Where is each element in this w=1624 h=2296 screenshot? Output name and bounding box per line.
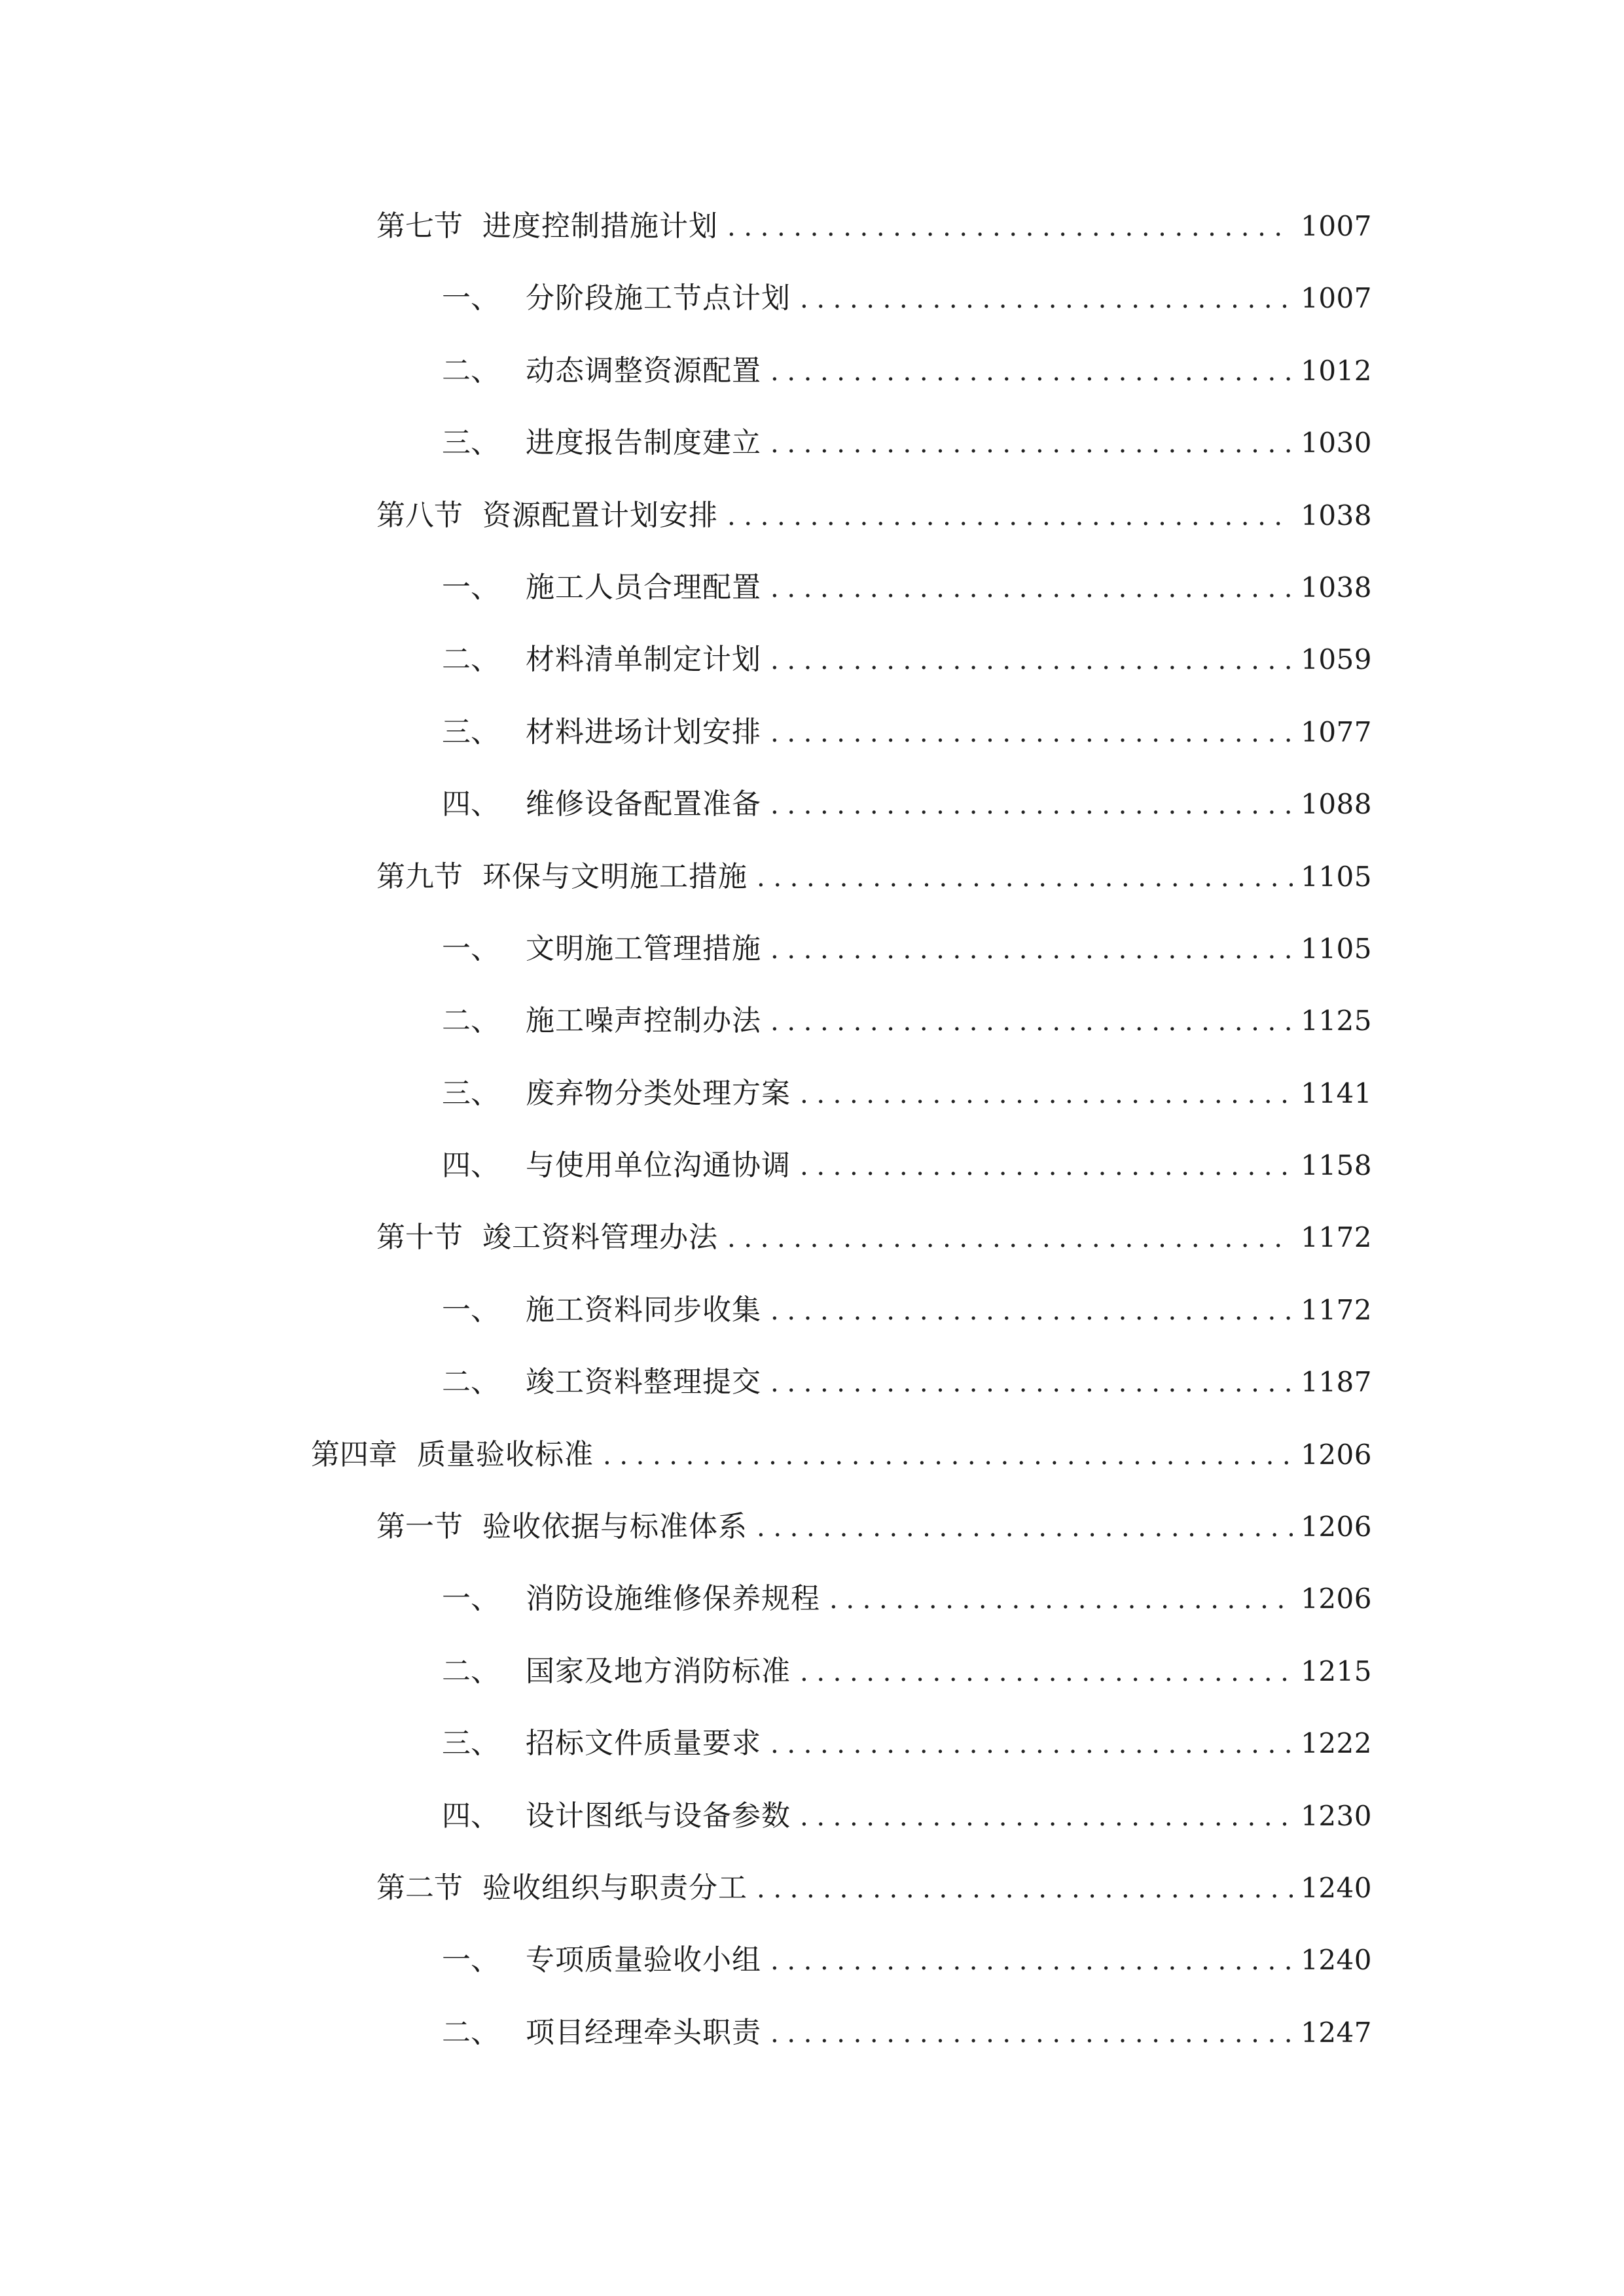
toc-entry[interactable]	[0, 1651, 1624, 1723]
toc-entry-page: 1105	[1301, 932, 1372, 965]
toc-entry-line	[442, 567, 1372, 609]
toc-entry-title: 动态调整资源配置	[526, 353, 761, 387]
toc-entry-line	[442, 1000, 1372, 1043]
toc-entry-number: 第二节	[376, 1871, 463, 1905]
toc-entry-page: 1206	[1301, 1438, 1372, 1471]
dot-leader	[800, 1073, 1293, 1115]
toc-entry-title: 资源配置计划安排	[482, 498, 718, 532]
toc-entry-page: 1187	[1301, 1366, 1372, 1399]
toc-entry-title: 文明施工管理措施	[526, 931, 761, 965]
dot-leader	[770, 2013, 1293, 2054]
toc-entry-page: 1007	[1301, 210, 1372, 242]
toc-entry-title: 验收组织与职责分工	[482, 1871, 748, 1905]
toc-entry-number: 第七节	[376, 209, 463, 243]
toc-entry-number: 二、	[442, 1004, 499, 1038]
toc-entry-line	[442, 711, 1372, 754]
toc-entry[interactable]	[0, 350, 1624, 422]
toc-entry-title: 竣工资料整理提交	[526, 1365, 761, 1399]
toc-entry[interactable]	[0, 1434, 1624, 1506]
toc-entry[interactable]	[0, 928, 1624, 1000]
toc-entry-number: 一、	[442, 1582, 499, 1616]
dot-leader	[800, 1651, 1293, 1693]
toc-entry[interactable]	[0, 1361, 1624, 1433]
toc-entry-line	[442, 1578, 1372, 1621]
toc-entry-page: 1240	[1301, 1944, 1372, 1977]
dot-leader	[727, 206, 1293, 248]
toc-entry[interactable]	[0, 1795, 1624, 1867]
toc-entry[interactable]	[0, 495, 1624, 567]
toc-entry-number: 三、	[442, 715, 499, 749]
dot-leader	[757, 1507, 1293, 1549]
toc-entry-title: 进度控制措施计划	[482, 209, 718, 243]
toc-entry-page: 1038	[1301, 571, 1372, 603]
toc-entry-number: 二、	[442, 2015, 499, 2049]
toc-entry-page: 1059	[1301, 643, 1372, 676]
toc-entry-line	[442, 350, 1372, 393]
toc-entry-number: 一、	[442, 281, 499, 315]
toc-entry-number: 三、	[442, 426, 499, 460]
toc-entry[interactable]	[0, 1506, 1624, 1578]
toc-entry-line	[376, 1217, 1372, 1259]
toc-entry-title: 验收依据与标准体系	[482, 1510, 748, 1544]
toc-entry[interactable]	[0, 422, 1624, 494]
toc-entry-number: 三、	[442, 1727, 499, 1761]
toc-entry-line	[442, 422, 1372, 465]
dot-leader	[770, 929, 1293, 971]
toc-entry-page: 1247	[1301, 2016, 1372, 2049]
toc-entry-title: 国家及地方消防标准	[526, 1654, 791, 1688]
dot-leader	[800, 1145, 1293, 1187]
toc-entry-title: 废弃物分类处理方案	[526, 1076, 791, 1110]
toc-entry-line	[442, 639, 1372, 681]
toc-entry-line	[442, 1145, 1372, 1187]
toc-entry-title: 消防设施维修保养规程	[526, 1582, 820, 1616]
toc-entry-number: 四、	[442, 1149, 499, 1183]
dot-leader	[770, 784, 1293, 826]
toc-entry-line	[442, 1073, 1372, 1115]
toc-entry-title: 施工人员合理配置	[526, 570, 761, 604]
toc-entry-number: 一、	[442, 1293, 499, 1327]
toc-entry-page: 1206	[1301, 1511, 1372, 1543]
toc-entry-page: 1012	[1301, 354, 1372, 387]
toc-entry-title: 与使用单位沟通协调	[526, 1149, 791, 1183]
dot-leader	[770, 1362, 1293, 1404]
toc-entry-number: 三、	[442, 1076, 499, 1110]
toc-entry-page: 1105	[1301, 860, 1372, 893]
toc-entry[interactable]	[0, 1939, 1624, 2011]
toc-entry-title: 设计图纸与设备参数	[526, 1799, 791, 1833]
toc-entry-number: 第四章	[311, 1437, 397, 1471]
toc-entry-page: 1030	[1301, 427, 1372, 459]
toc-entry-page: 1007	[1301, 282, 1372, 315]
toc-entry-page: 1158	[1301, 1149, 1372, 1182]
dot-leader	[770, 423, 1293, 465]
toc-entry-number: 二、	[442, 353, 499, 387]
dot-leader	[770, 639, 1293, 681]
dot-leader	[770, 351, 1293, 393]
toc-entry-line	[442, 1723, 1372, 1765]
toc-entry-page: 1222	[1301, 1727, 1372, 1760]
toc-entry-title: 竣工资料管理办法	[482, 1221, 718, 1255]
dot-leader	[727, 1217, 1293, 1259]
dot-leader	[727, 495, 1293, 537]
toc-entry-title: 分阶段施工节点计划	[526, 281, 791, 315]
toc-entry-number: 一、	[442, 931, 499, 965]
toc-entry-number: 二、	[442, 1654, 499, 1688]
toc-entry-title: 项目经理牵头职责	[526, 2015, 761, 2049]
toc-entry-title: 环保与文明施工措施	[482, 859, 748, 893]
toc-entry-line	[376, 206, 1372, 248]
toc-entry-title: 维修设备配置准备	[526, 787, 761, 821]
toc-entry-line	[442, 278, 1372, 320]
dot-leader	[800, 1796, 1293, 1838]
dot-leader	[770, 1290, 1293, 1332]
toc-entry-title: 材料清单制定计划	[526, 643, 761, 677]
toc-entry[interactable]	[0, 1073, 1624, 1145]
toc-entry-line	[376, 1506, 1372, 1549]
toc-entry-title: 质量验收标准	[417, 1437, 594, 1471]
dot-leader	[603, 1435, 1293, 1477]
toc-entry[interactable]	[0, 206, 1624, 278]
toc-entry-number: 第八节	[376, 498, 463, 532]
toc-entry-page: 1215	[1301, 1655, 1372, 1687]
toc-entry[interactable]	[0, 1000, 1624, 1072]
toc-entry-line	[442, 1651, 1372, 1693]
toc-entry-number: 二、	[442, 643, 499, 677]
toc-entry[interactable]	[0, 1145, 1624, 1217]
toc-entry[interactable]	[0, 711, 1624, 783]
dot-leader	[770, 1940, 1293, 1982]
toc-entry-page: 1088	[1301, 788, 1372, 821]
dot-leader	[829, 1579, 1293, 1621]
toc-entry[interactable]	[0, 1289, 1624, 1361]
toc-entry-number: 二、	[442, 1365, 499, 1399]
toc-entry-page: 1240	[1301, 1871, 1372, 1904]
toc-entry-line	[311, 1434, 1372, 1477]
toc-entry-page: 1077	[1301, 715, 1372, 748]
toc-entry-line	[376, 495, 1372, 537]
dot-leader	[770, 1001, 1293, 1043]
toc-entry-line	[376, 1867, 1372, 1910]
toc-entry[interactable]	[0, 278, 1624, 350]
toc-entry-line	[442, 1361, 1372, 1404]
dot-leader	[770, 712, 1293, 754]
toc-entry-line	[442, 1289, 1372, 1332]
toc-entry-number: 四、	[442, 787, 499, 821]
toc-entry-title: 施工资料同步收集	[526, 1293, 761, 1327]
toc-entry[interactable]	[0, 2012, 1624, 2084]
toc-entry[interactable]	[0, 639, 1624, 711]
dot-leader	[757, 1868, 1293, 1910]
toc-entry-title: 施工噪声控制办法	[526, 1004, 761, 1038]
table-of-contents	[0, 206, 1624, 2084]
toc-entry-title: 招标文件质量要求	[526, 1727, 761, 1761]
toc-entry[interactable]	[0, 856, 1624, 928]
toc-entry-title: 材料进场计划安排	[526, 715, 761, 749]
toc-entry-title: 专项质量验收小组	[526, 1943, 761, 1977]
toc-entry-line	[442, 1795, 1372, 1838]
toc-entry[interactable]	[0, 1578, 1624, 1650]
toc-entry-number: 四、	[442, 1799, 499, 1833]
toc-entry[interactable]	[0, 1723, 1624, 1795]
toc-entry-line	[376, 856, 1372, 899]
dot-leader	[800, 278, 1293, 320]
toc-entry-page: 1038	[1301, 499, 1372, 531]
toc-entry-number: 第十节	[376, 1221, 463, 1255]
toc-entry-line	[442, 1939, 1372, 1982]
toc-entry[interactable]	[0, 1217, 1624, 1289]
toc-entry-title: 进度报告制度建立	[526, 426, 761, 460]
toc-entry[interactable]	[0, 1867, 1624, 1939]
toc-entry-line	[442, 783, 1372, 826]
toc-entry-number: 第一节	[376, 1510, 463, 1544]
toc-entry-page: 1141	[1301, 1077, 1372, 1109]
toc-entry-page: 1206	[1301, 1583, 1372, 1615]
toc-entry-page: 1125	[1301, 1005, 1372, 1037]
toc-entry-page: 1172	[1301, 1221, 1372, 1254]
dot-leader	[757, 857, 1293, 899]
toc-entry[interactable]	[0, 783, 1624, 855]
toc-entry-line	[442, 2012, 1372, 2054]
toc-entry-number: 第九节	[376, 859, 463, 893]
dot-leader	[770, 1723, 1293, 1765]
toc-entry-number: 一、	[442, 570, 499, 604]
dot-leader	[770, 567, 1293, 609]
toc-entry-number: 一、	[442, 1943, 499, 1977]
toc-entry-line	[442, 928, 1372, 971]
toc-entry-page: 1172	[1301, 1293, 1372, 1326]
toc-entry-page: 1230	[1301, 1799, 1372, 1832]
toc-entry[interactable]	[0, 567, 1624, 639]
